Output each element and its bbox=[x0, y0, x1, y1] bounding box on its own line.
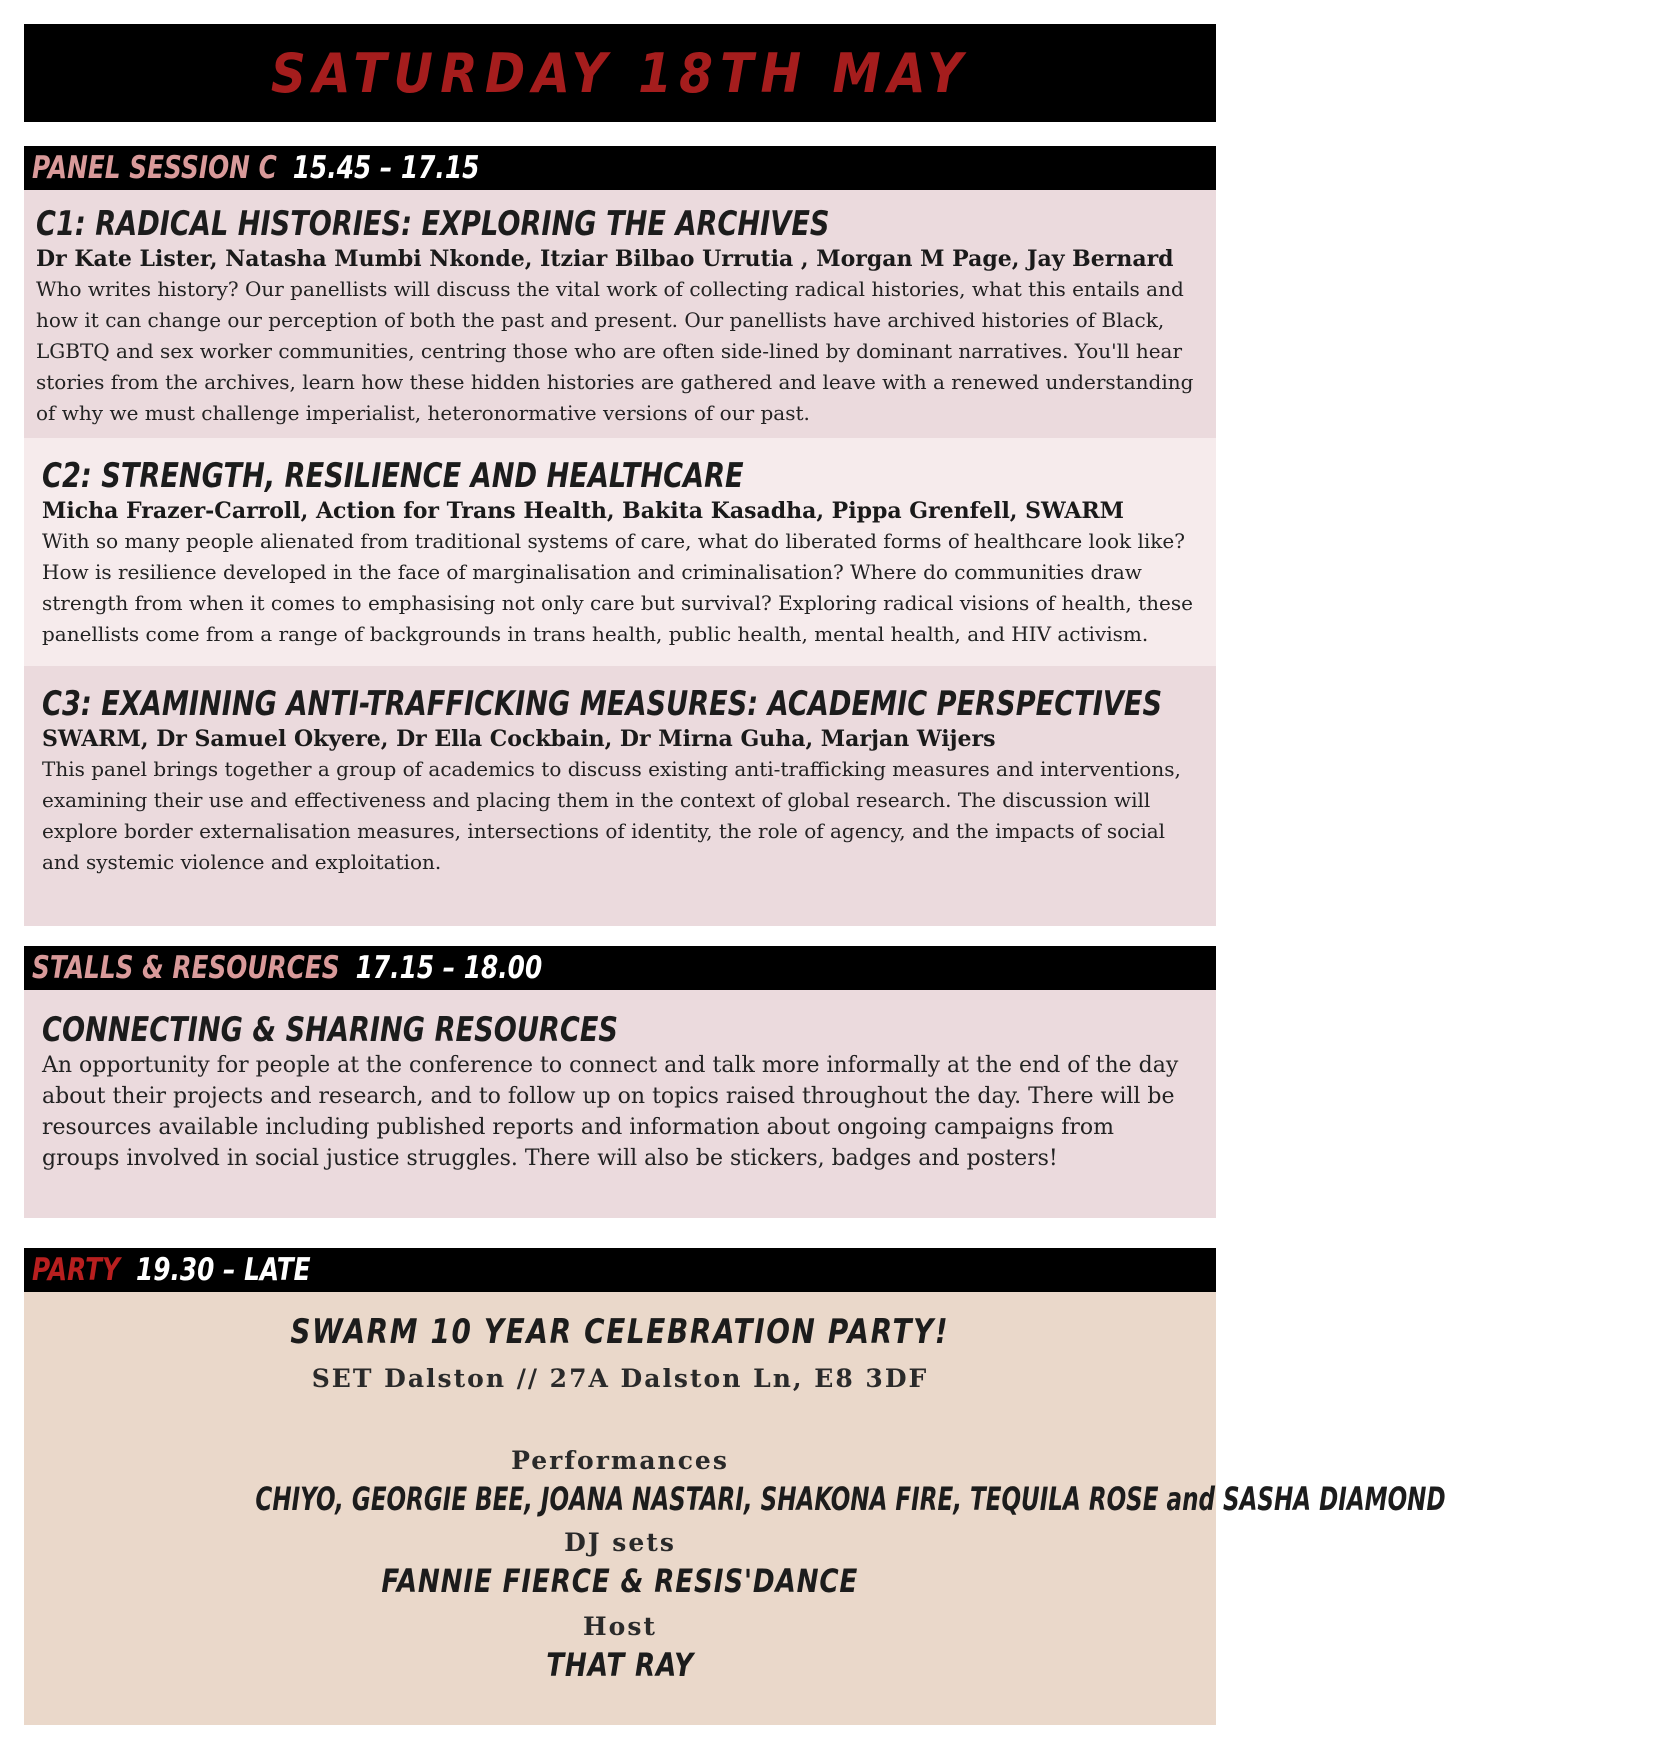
session-description: With so many people alienated from traditional systems of care, what do liberated forms of healthcare look like? How is resilience developed in the face of marginalisation and criminalisation? Where do communities draw strength from when it comes to emphasising not only care but survival? Exploring radical visions of health, these panellists come from a range of backgrounds in trans health, public health, mental health, and HIV activism. bbox=[42, 529, 1193, 646]
party-title: SWARM 10 YEAR CELEBRATION PARTY! bbox=[290, 1312, 950, 1352]
stalls-label: STALLS & RESOURCES bbox=[32, 950, 340, 986]
session-title: C3: EXAMINING ANTI-TRAFFICKING MEASURES: ACADEMIC PERSPECTIVES bbox=[42, 684, 1163, 724]
stalls-time: 17.15 – 18.00 bbox=[355, 950, 543, 986]
day-title: SATURDAY 18TH MAY bbox=[270, 41, 970, 105]
host-name: THAT RAY bbox=[546, 1646, 694, 1684]
stalls-title: CONNECTING & SHARING RESOURCES bbox=[42, 1010, 619, 1050]
party-time: 19.30 – LATE bbox=[135, 1252, 311, 1288]
stalls-description: An opportunity for people at the conference to connect and talk more informally at the end of the day about their projects and research, and to follow up on topics raised throughout the day. There will be resources available including published reports and information about ongoing campaigns from groups involved in social justice struggles. There will also be stickers, badges and posters! bbox=[42, 1053, 1179, 1171]
session-speakers: Dr Kate Lister, Natasha Mumbi Nkonde, Itziar Bilbao Urrutia , Morgan M Page, Jay Bernard bbox=[36, 246, 1174, 272]
day-banner bbox=[24, 24, 1216, 122]
host-label: Host bbox=[583, 1612, 657, 1641]
dj-sets-label: DJ sets bbox=[564, 1528, 676, 1557]
session-title: C1: RADICAL HISTORIES: EXPLORING THE ARCHIVES bbox=[36, 204, 830, 244]
session-speakers: Micha Frazer-Carroll, Action for Trans Health, Bakita Kasadha, Pippa Grenfell, SWARM bbox=[42, 498, 1125, 524]
dj-names: FANNIE FIERCE & RESIS'DANCE bbox=[381, 1562, 859, 1600]
panel-session-time: 15.45 – 17.15 bbox=[292, 150, 480, 186]
session-c3 bbox=[24, 666, 1216, 926]
stalls-bar bbox=[24, 946, 1216, 990]
panel-session-label: PANEL SESSION C bbox=[32, 150, 277, 186]
session-description: Who writes history? Our panellists will discuss the vital work of collecting radical histories, what this entails and how it can change our perception of both the past and present. Our panellists have archived histories of Black, LGBTQ and sex worker communities, centring those who are often side-lined by dominant narratives. You'll hear stories from the archives, learn how these hidden histories are gathered and leave with a renewed understanding of why we must challenge imperialist, heteronormative versions of our past. bbox=[36, 277, 1194, 425]
session-description: This panel brings together a group of academics to discuss existing anti-trafficking measures and interventions, examining their use and effectiveness and placing them in the context of global research. The discussion will explore border externalisation measures, intersections of identity, the role of agency, and the impacts of social and systemic violence and exploitation. bbox=[42, 757, 1181, 874]
session-title: C2: STRENGTH, RESILIENCE AND HEALTHCARE bbox=[42, 456, 744, 496]
session-c1 bbox=[24, 190, 1216, 438]
session-c2 bbox=[24, 438, 1216, 666]
performances-label: Performances bbox=[511, 1446, 729, 1475]
party-section bbox=[24, 1292, 1446, 1725]
party-label: PARTY bbox=[32, 1252, 120, 1288]
performers-list: CHIYO, GEORGIE BEE, JOANA NASTARI, SHAKONA FIRE, TEQUILA ROSE and SASHA DIAMOND bbox=[255, 1480, 1446, 1518]
party-bar bbox=[24, 1248, 1216, 1292]
session-speakers: SWARM, Dr Samuel Okyere, Dr Ella Cockbain, Dr Mirna Guha, Marjan Wijers bbox=[42, 726, 996, 752]
party-venue: SET Dalston // 27A Dalston Ln, E8 3DF bbox=[311, 1364, 929, 1393]
stalls-section bbox=[24, 990, 1216, 1218]
panel-session-c-bar bbox=[24, 146, 1216, 190]
